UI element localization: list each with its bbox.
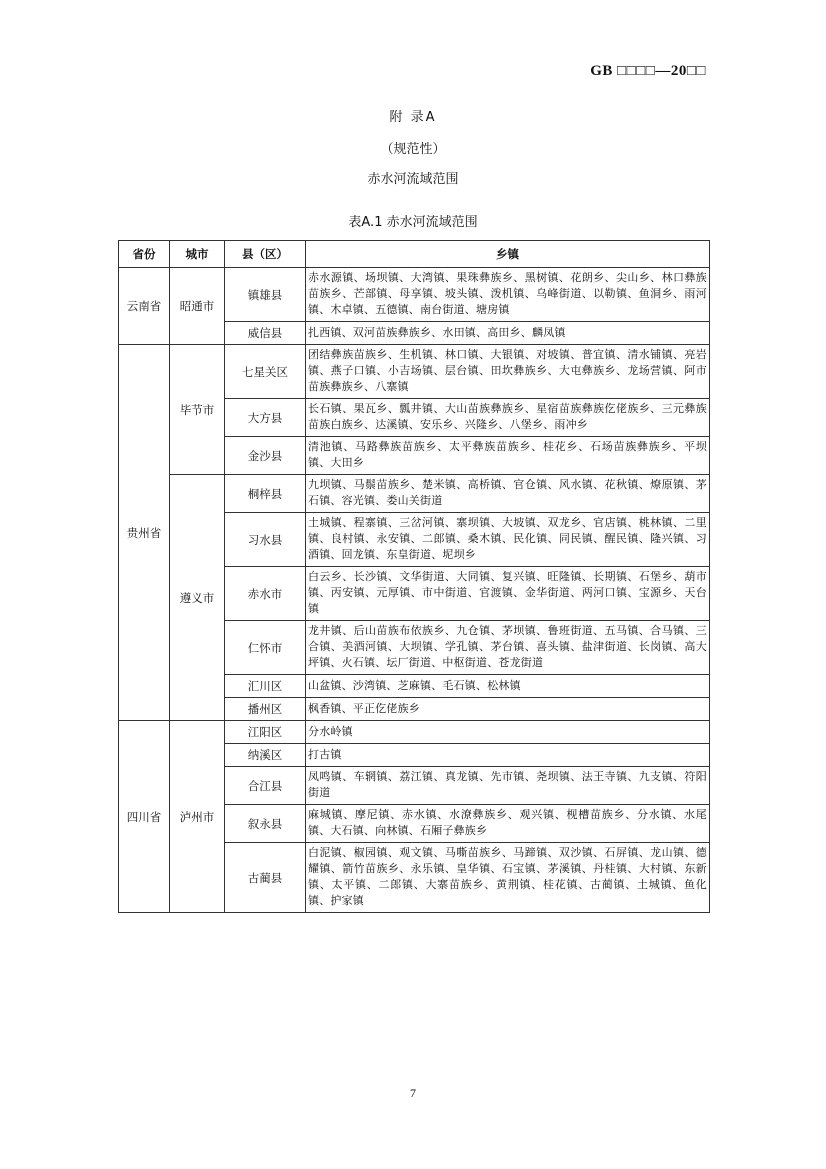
province-cell: 云南省 (119, 268, 170, 345)
page-number: 7 (410, 1086, 416, 1100)
county-cell: 赤水市 (225, 567, 306, 621)
towns-cell: 分水岭镇 (306, 721, 710, 744)
county-cell: 汇川区 (225, 675, 306, 698)
county-cell: 合江县 (225, 767, 306, 805)
county-cell: 镇雄县 (225, 268, 306, 322)
towns-cell: 赤水源镇、场坝镇、大湾镇、果珠彝族乡、黑树镇、花朗乡、尖山乡、林口彝族苗族乡、芒部镇、母享镇、坡头镇、泼机镇、乌峰街道、以勒镇、鱼洞乡、雨河镇、木卓镇、五德镇、南台街道、塘房镇 (306, 268, 710, 322)
county-cell: 叙永县 (225, 805, 306, 843)
column-header-towns: 乡镇 (306, 241, 710, 268)
county-cell: 桐梓县 (225, 475, 306, 513)
annex-heading: 附 录A (389, 110, 437, 125)
city-cell: 遵义市 (170, 475, 225, 721)
county-cell: 播州区 (225, 698, 306, 721)
normative-label: （规范性） (380, 142, 446, 157)
county-cell: 威信县 (225, 322, 306, 345)
county-cell: 纳溪区 (225, 744, 306, 767)
towns-cell: 凤鸣镇、车辋镇、荔江镇、真龙镇、先市镇、尧坝镇、法王寺镇、九支镇、符阳街道 (306, 767, 710, 805)
towns-cell: 土城镇、程寨镇、三岔河镇、寨坝镇、大坡镇、双龙乡、官店镇、桃林镇、二里镇、良村镇、永安镇、二郎镇、桑木镇、民化镇、同民镇、醒民镇、隆兴镇、习酒镇、回龙镇、东皇街道、坭坝乡 (306, 513, 710, 567)
province-cell: 贵州省 (119, 345, 170, 721)
column-header-city: 城市 (170, 241, 225, 268)
city-cell: 毕节市 (170, 345, 225, 475)
city-cell: 泸州市 (170, 721, 225, 913)
table-row (119, 721, 710, 744)
towns-cell: 白泥镇、椒园镇、观文镇、马嘶苗族乡、马蹄镇、双沙镇、石屏镇、龙山镇、德耀镇、箭竹苗族乡、永乐镇、皇华镇、石宝镇、茅溪镇、丹桂镇、大村镇、东新镇、太平镇、二郎镇、大寨苗族乡、黄荆镇、桂花镇、古蔺镇、土城镇、鱼化镇、护家镇 (306, 843, 710, 913)
towns-cell: 麻城镇、摩尼镇、赤水镇、水潦彝族乡、观兴镇、枧槽苗族乡、分水镇、水尾镇、大石镇、向林镇、石厢子彝族乡 (306, 805, 710, 843)
county-cell: 七星关区 (225, 345, 306, 399)
towns-cell: 龙井镇、后山苗族布依族乡、九仓镇、茅坝镇、鲁班街道、五马镇、合马镇、三合镇、美酒河镇、大坝镇、学孔镇、茅台镇、喜头镇、盐津街道、长岗镇、高大坪镇、火石镇、坛厂街道、中枢街道、苍龙街道 (306, 621, 710, 675)
towns-cell: 九坝镇、马鬃苗族乡、楚米镇、高桥镇、官仓镇、风水镇、花秋镇、燎原镇、茅石镇、容光镇、娄山关街道 (306, 475, 710, 513)
towns-cell: 清池镇、马路彝族苗族乡、太平彝族苗族乡、桂花乡、石场苗族彝族乡、平坝镇、大田乡 (306, 437, 710, 475)
table-row (119, 345, 710, 399)
table-row (119, 475, 710, 513)
city-cell: 昭通市 (170, 268, 225, 345)
table-row (119, 268, 710, 322)
towns-cell: 白云乡、长沙镇、文华街道、大同镇、复兴镇、旺隆镇、长期镇、石堡乡、葫市镇、丙安镇、元厚镇、市中街道、官渡镇、金华街道、两河口镇、宝源乡、天台镇 (306, 567, 710, 621)
towns-cell: 扎西镇、双河苗族彝族乡、水田镇、高田乡、麟凤镇 (306, 322, 710, 345)
towns-cell: 山盆镇、沙湾镇、芝麻镇、毛石镇、松林镇 (306, 675, 710, 698)
county-cell: 习水县 (225, 513, 306, 567)
annex-title: 赤水河流域范围 (367, 172, 459, 187)
county-cell: 金沙县 (225, 437, 306, 475)
table-caption: 表A.1 赤水河流域范围 (348, 215, 478, 230)
towns-cell: 打古镇 (306, 744, 710, 767)
column-header-province: 省份 (119, 241, 170, 268)
towns-cell: 团结彝族苗族乡、生机镇、林口镇、大银镇、对坡镇、普宜镇、清水铺镇、亮岩镇、燕子口镇、小吉场镇、层台镇、田坎彝族乡、大屯彝族乡、龙场营镇、阿市苗族彝族乡、八寨镇 (306, 345, 710, 399)
county-cell: 仁怀市 (225, 621, 306, 675)
towns-cell: 长石镇、果瓦乡、瓢井镇、大山苗族彝族乡、星宿苗族彝族仡佬族乡、三元彝族苗族白族乡、达溪镇、安乐乡、兴隆乡、八堡乡、雨冲乡 (306, 399, 710, 437)
standard-code: GB □□□□—20□□ (590, 63, 706, 79)
basin-scope-table (118, 240, 710, 913)
county-cell: 大方县 (225, 399, 306, 437)
table-header-row (119, 241, 710, 268)
county-cell: 古蔺县 (225, 843, 306, 913)
county-cell: 江阳区 (225, 721, 306, 744)
province-cell: 四川省 (119, 721, 170, 913)
towns-cell: 枫香镇、平正仡佬族乡 (306, 698, 710, 721)
column-header-county: 县（区） (225, 241, 306, 268)
